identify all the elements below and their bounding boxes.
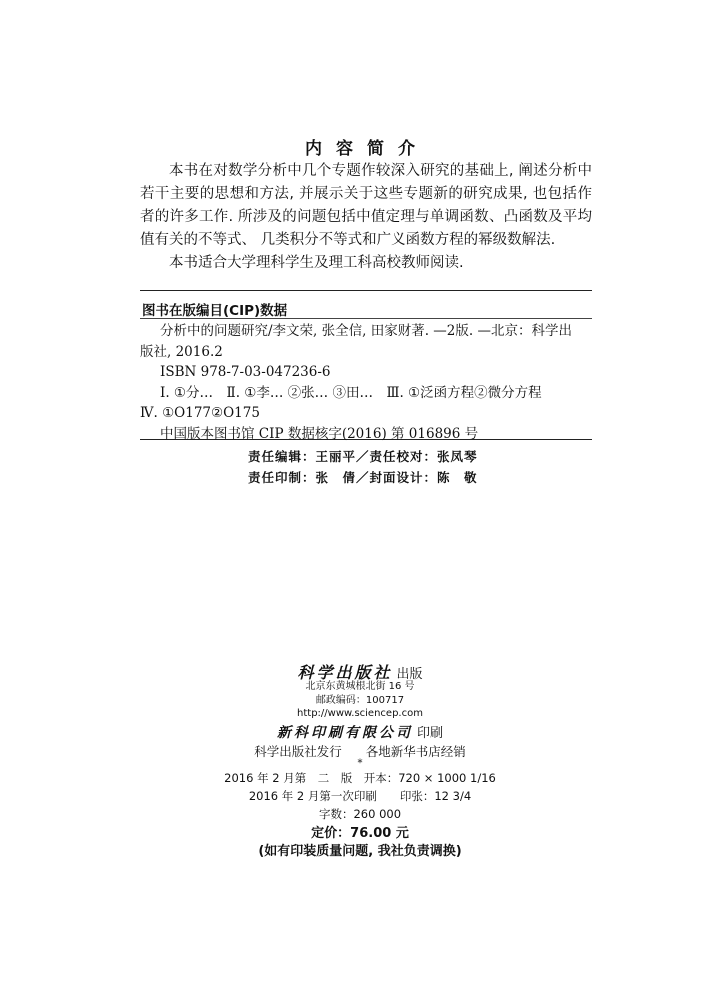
- summary-text: [140, 160, 592, 275]
- summary-paragraph: 本书在对数学分析中几个专题作较深入研究的基础上, 阐述分析中若干主要的思想和方法, 并展示关于这些专题新的研究成果, 也包括作者的许多工作. 所涉及的问题包括中值定理与单调函数、凸函数及平均值有关的不等式、 几类积分不等式和广义函数方程的幂级数解法.: [140, 163, 592, 248]
- word-count: 字数：260 000: [318, 807, 402, 821]
- cip-line: Ⅳ. ①O177②O175: [140, 405, 260, 421]
- cip-line: 版社, 2016.2: [140, 343, 223, 360]
- publisher-website: http://www.sciencep.com: [297, 708, 423, 719]
- distribution-line: 科学出版社发行 各地新华书店经销: [254, 744, 466, 759]
- cip-line: ISBN 978-7-03-047236-6: [160, 364, 331, 380]
- printer-line: [0, 722, 720, 742]
- editor-line: 责任印制：张 倩／封面设计：陈 敬: [248, 470, 478, 485]
- printer-suffix: 印刷: [416, 726, 443, 741]
- cip-title: 图书在版编目(CIP)数据: [142, 303, 288, 319]
- cip-line: 分析中的问题研究/李文荣, 张全信, 田家财著. —2版. —北京：科学出: [160, 323, 572, 339]
- publisher-postcode: 邮政编码：100717: [315, 695, 405, 706]
- printer-name: 新科印刷有限公司: [276, 725, 413, 741]
- editor-credits: [248, 446, 478, 488]
- publisher-address: 北京东黄城根北街 16 号: [305, 681, 415, 692]
- publisher-name: 科学出版社: [297, 663, 393, 682]
- cip-line: Ⅰ. ①分… Ⅱ. ①李… ②张… ③田… Ⅲ. ①泛函方程②微分方程: [160, 384, 542, 401]
- separator-star: *: [357, 758, 363, 769]
- cip-data-box: [140, 290, 592, 440]
- summary-paragraph: 本书适合大学理科学生及理工科高校教师阅读.: [169, 255, 464, 271]
- printing-line: 2016 年 2 月第一次印刷 印张：12 3/4: [248, 789, 472, 803]
- quality-notice: (如有印装质量问题, 我社负责调换): [258, 844, 462, 859]
- cip-lines: [140, 321, 592, 444]
- cip-divider: [140, 318, 592, 319]
- editor-line: 责任编辑：王丽平／责任校对：张凤琴: [248, 449, 478, 464]
- cip-line: 中国版本图书馆 CIP 数据核字(2016) 第 016896 号: [160, 425, 479, 442]
- price: 定价：76.00 元: [311, 826, 409, 841]
- publisher-suffix: 出版: [396, 667, 423, 682]
- edition-line: 2016 年 2 月第 二 版 开本：720 × 1000 1/16: [224, 771, 496, 785]
- summary-title: 内容简介: [305, 139, 429, 159]
